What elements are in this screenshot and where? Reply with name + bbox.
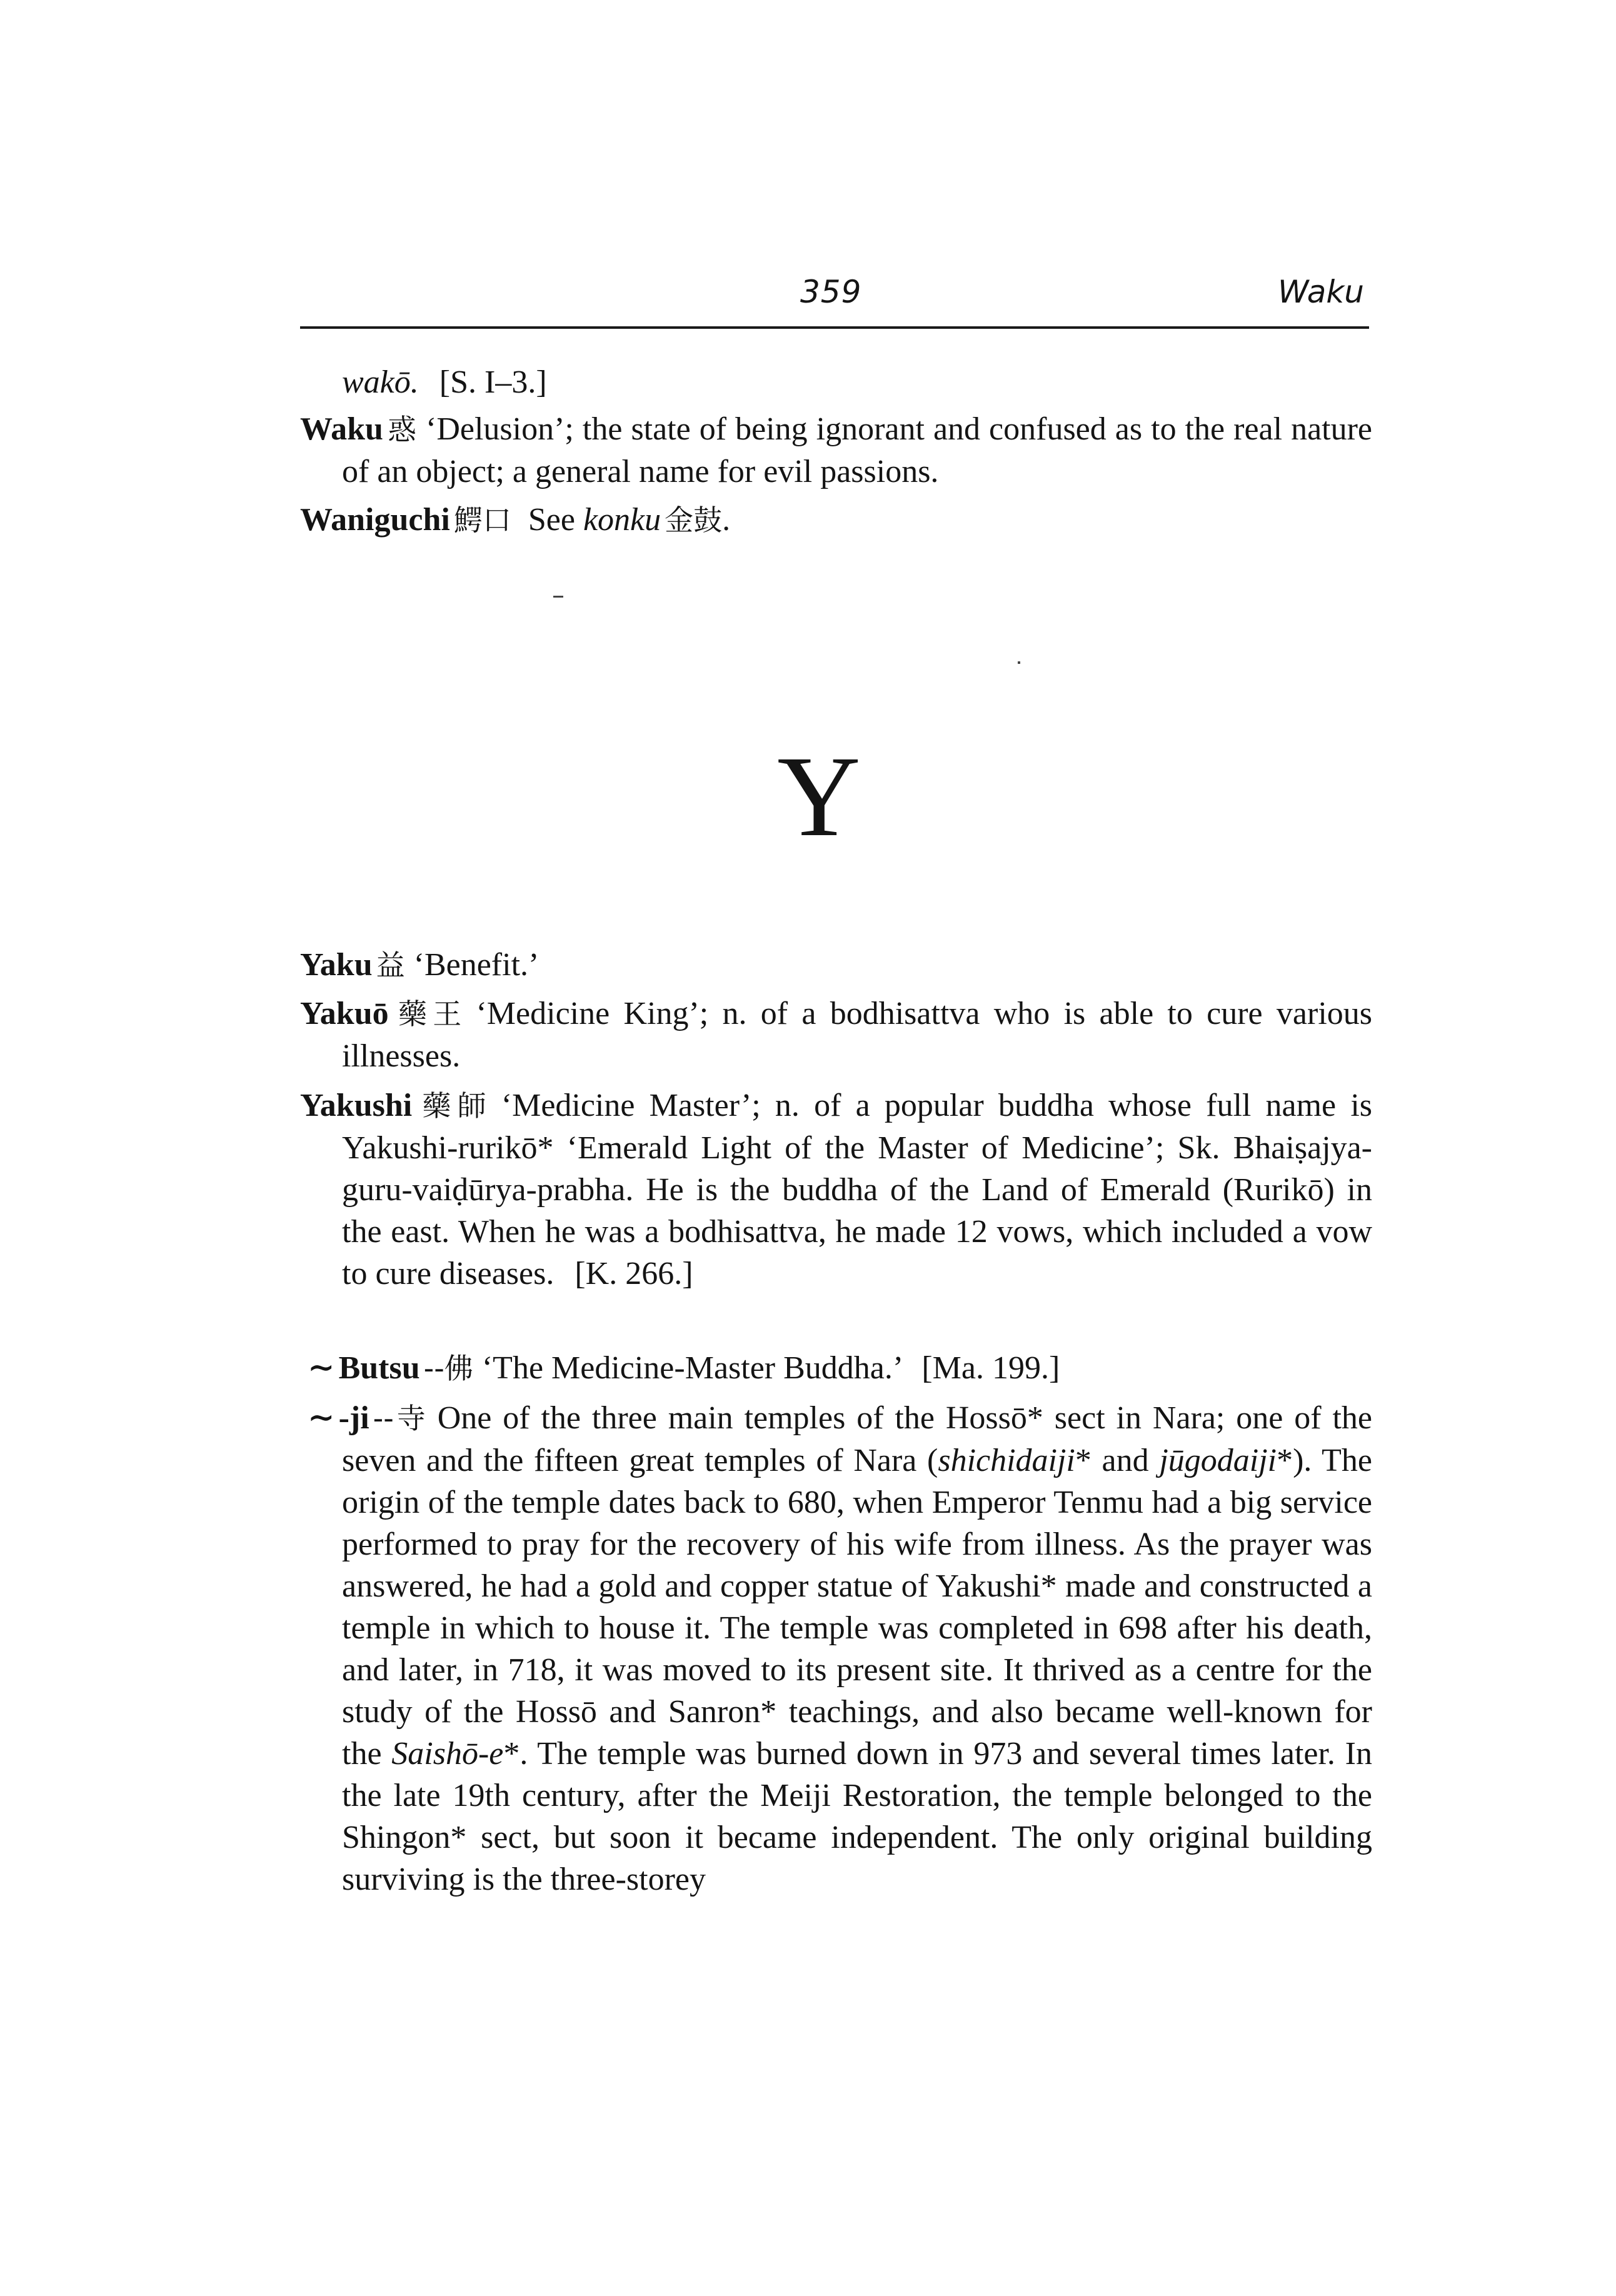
scan-speck	[553, 596, 563, 598]
entry-yakuo	[300, 993, 1372, 1077]
definition-part: One of the three main temples of the Hossō* sect in Nara; one of the seven and the fifteen great temples of Nara (	[342, 1400, 1372, 1478]
kanji: 藥王	[392, 997, 468, 1031]
kanji: 鰐口	[453, 503, 511, 537]
italic-term: shichidaiji	[938, 1443, 1075, 1478]
entry-waniguchi	[300, 499, 1372, 541]
entry-waku	[300, 408, 1372, 493]
subentry-ji	[300, 1397, 1372, 1900]
headword: -ji	[338, 1400, 369, 1436]
definition-part: * and	[1075, 1443, 1160, 1478]
tilde-mark: ∼	[308, 1400, 335, 1436]
headword: Yakuō	[300, 996, 389, 1031]
reference: [Ma. 199.]	[921, 1350, 1060, 1386]
page-header	[300, 269, 1369, 331]
italic-term: Saishō-e	[391, 1736, 504, 1772]
tilde-mark: ∼	[308, 1350, 335, 1386]
kanji: 惑	[386, 413, 418, 446]
definition-part: *. The temple was burned down in 973 and several times later. In the late 19th century, after the Meiji Restoration, the temple belonged to the Shingon* sect, but soon it became independent. The only original building surviving is the three-storey	[342, 1736, 1373, 1897]
scan-speck	[1018, 661, 1020, 664]
entry-yakushi	[300, 1085, 1372, 1295]
definition-part: *). The origin of the temple dates back to 680, when Emperor Tenmu had a big service performed to pray for the recovery of his wife from illness. As the prayer was answered, he had a gold and copper statue of Yakushi* made and constructed a temple in which to house it. The temple was completed in 698 after his death, and later, in 718, it was moved to its present site. It thrived as a centre for the study of the Hossō and Sanron* teachings, and also became well-known for the	[342, 1443, 1372, 1772]
yakushi-subentries	[300, 1347, 1372, 1900]
definition: ‘The Medicine-Master Buddha.’	[481, 1350, 901, 1386]
see-end: .	[722, 502, 731, 538]
running-head: Waku	[1278, 274, 1364, 310]
definition: ‘Delusion’; the state of being ignorant and confused as to the real nature of an object; a general name for evil passions.	[342, 411, 1373, 489]
header-rule	[300, 326, 1369, 329]
see-term: konku	[583, 502, 661, 538]
see-label: See	[528, 502, 575, 538]
kanji: --佛	[423, 1351, 473, 1385]
kanji: --寺	[373, 1401, 429, 1435]
definition: ‘Medicine Master’; n. of a popular buddha whose full name is Yakushi-rurikō* ‘Emerald Light of the Master of Medicine’; Sk. Bhaiṣajya-guru-vaiḍūrya-prabha. He is the buddha of the Land of Emerald (Rurikō) in the east. When he was a bodhisattva, he made 12 vows, which included a vow to cure diseases.	[342, 1088, 1373, 1291]
top-entries	[300, 361, 1372, 541]
section-letter: Y	[777, 733, 861, 861]
headword: Yakushi	[300, 1088, 413, 1123]
page-number: 359	[800, 274, 862, 310]
subentry-butsu	[300, 1347, 1372, 1390]
reference: [K. 266.]	[575, 1256, 693, 1291]
headword: Butsu	[338, 1350, 420, 1386]
kanji: 益	[376, 948, 405, 982]
continuation-term: wakō.	[342, 364, 419, 400]
continuation-ref: [S. I–3.]	[439, 364, 547, 400]
entry-yaku	[300, 944, 1372, 986]
definition: ‘Medicine King’; n. of a bodhisattva who is able to cure various illnesses.	[342, 996, 1372, 1074]
headword: Waku	[300, 411, 383, 447]
entry-continuation	[300, 361, 1372, 403]
y-entries	[300, 944, 1372, 1295]
kanji: 藥師	[416, 1089, 493, 1123]
italic-term: jūgodaiji	[1159, 1443, 1277, 1478]
definition: ‘Benefit.’	[413, 947, 540, 983]
headword: Yaku	[300, 947, 373, 983]
headword: Waniguchi	[300, 502, 450, 538]
see-kanji: 金鼓	[665, 503, 723, 537]
